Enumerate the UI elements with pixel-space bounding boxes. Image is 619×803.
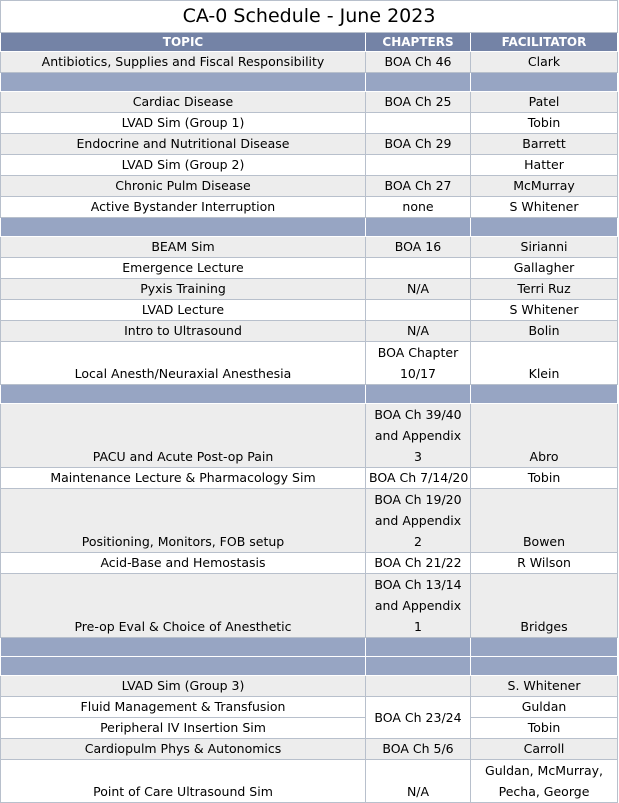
topic-cell: Emergence Lecture: [1, 258, 366, 279]
chapters-cell: BOA Ch 7/14/20: [366, 468, 471, 489]
facilitator-cell: Clark: [471, 52, 618, 73]
table-row: [1, 739, 618, 760]
facilitator-cell: Barrett: [471, 134, 618, 155]
topic-cell: Pre-op Eval & Choice of Anesthetic: [1, 574, 366, 638]
chapters-cell: [366, 155, 471, 176]
table-row: [1, 300, 618, 321]
topic-cell: Pyxis Training: [1, 279, 366, 300]
table-row: [1, 574, 618, 638]
chapters-cell: [366, 300, 471, 321]
topic-cell: Local Anesth/Neuraxial Anesthesia: [1, 342, 366, 385]
chapters-cell: [366, 113, 471, 134]
topic-cell: Fluid Management & Transfusion: [1, 697, 366, 718]
facilitator-cell: Tobin: [471, 718, 618, 739]
topic-cell: Chronic Pulm Disease: [1, 176, 366, 197]
chapters-cell: BOA Ch 23/24: [366, 697, 471, 739]
topic-cell: Peripheral IV Insertion Sim: [1, 718, 366, 739]
table-row: [1, 134, 618, 155]
header-row: [1, 33, 618, 52]
topic-cell: LVAD Lecture: [1, 300, 366, 321]
title-row: [1, 1, 618, 33]
table-row: [1, 92, 618, 113]
facilitator-cell: Bowen: [471, 489, 618, 553]
table-row: [1, 52, 618, 73]
week-separator: [1, 385, 618, 404]
chapters-cell: BOA Ch 46: [366, 52, 471, 73]
table-row: [1, 468, 618, 489]
chapters-cell: BOA Ch 39/40 and Appendix 3: [366, 404, 471, 468]
week-separator: [1, 657, 618, 676]
table-row: [1, 676, 618, 697]
header-topic: TOPIC: [1, 33, 366, 52]
chapters-cell: none: [366, 197, 471, 218]
chapters-cell: BOA Ch 29: [366, 134, 471, 155]
chapters-cell: N/A: [366, 760, 471, 803]
chapters-cell: [366, 676, 471, 697]
table-row: [1, 342, 618, 385]
facilitator-cell: McMurray: [471, 176, 618, 197]
facilitator-cell: Guldan: [471, 697, 618, 718]
table-row: [1, 697, 618, 718]
week-separator: [1, 638, 618, 657]
topic-cell: LVAD Sim (Group 2): [1, 155, 366, 176]
table-row: [1, 718, 618, 739]
table-row: [1, 113, 618, 134]
chapters-cell: BOA Ch 19/20 and Appendix 2: [366, 489, 471, 553]
table-row: [1, 489, 618, 553]
chapters-cell: BOA Ch 13/14 and Appendix 1: [366, 574, 471, 638]
facilitator-cell: Sirianni: [471, 237, 618, 258]
facilitator-cell: Patel: [471, 92, 618, 113]
facilitator-cell: Bridges: [471, 574, 618, 638]
week-separator: [1, 218, 618, 237]
topic-cell: Antibiotics, Supplies and Fiscal Responsibility: [1, 52, 366, 73]
topic-cell: Endocrine and Nutritional Disease: [1, 134, 366, 155]
chapters-cell: BOA Chapter 10/17: [366, 342, 471, 385]
chapters-cell: N/A: [366, 321, 471, 342]
chapters-cell: [366, 258, 471, 279]
facilitator-cell: Terri Ruz: [471, 279, 618, 300]
topic-cell: Active Bystander Interruption: [1, 197, 366, 218]
chapters-cell: BOA Ch 27: [366, 176, 471, 197]
topic-cell: Positioning, Monitors, FOB setup: [1, 489, 366, 553]
facilitator-cell: Tobin: [471, 468, 618, 489]
schedule-title: CA-0 Schedule - June 2023: [1, 1, 618, 33]
week-separator: [1, 73, 618, 92]
facilitator-cell: Hatter: [471, 155, 618, 176]
topic-cell: Cardiac Disease: [1, 92, 366, 113]
topic-cell: Cardiopulm Phys & Autonomics: [1, 739, 366, 760]
chapters-cell: BOA Ch 25: [366, 92, 471, 113]
topic-cell: Acid-Base and Hemostasis: [1, 553, 366, 574]
facilitator-cell: Carroll: [471, 739, 618, 760]
table-row: [1, 258, 618, 279]
facilitator-cell: Gallagher: [471, 258, 618, 279]
facilitator-cell: S Whitener: [471, 300, 618, 321]
header-chapters: CHAPTERS: [366, 33, 471, 52]
header-facilitator: FACILITATOR: [471, 33, 618, 52]
facilitator-cell: Bolin: [471, 321, 618, 342]
table-row: [1, 197, 618, 218]
topic-cell: BEAM Sim: [1, 237, 366, 258]
table-row: [1, 321, 618, 342]
facilitator-cell: R Wilson: [471, 553, 618, 574]
topic-cell: Maintenance Lecture & Pharmacology Sim: [1, 468, 366, 489]
facilitator-cell: S Whitener: [471, 197, 618, 218]
topic-cell: Intro to Ultrasound: [1, 321, 366, 342]
topic-cell: LVAD Sim (Group 1): [1, 113, 366, 134]
chapters-cell: BOA 16: [366, 237, 471, 258]
facilitator-cell: S. Whitener: [471, 676, 618, 697]
facilitator-cell: Abro: [471, 404, 618, 468]
facilitator-cell: Klein: [471, 342, 618, 385]
table-row: [1, 760, 618, 803]
chapters-cell: BOA Ch 21/22: [366, 553, 471, 574]
table-row: [1, 155, 618, 176]
chapters-cell: BOA Ch 5/6: [366, 739, 471, 760]
table-row: [1, 237, 618, 258]
facilitator-cell: Guldan, McMurray, Pecha, George: [471, 760, 618, 803]
topic-cell: Point of Care Ultrasound Sim: [1, 760, 366, 803]
table-row: [1, 176, 618, 197]
table-row: [1, 553, 618, 574]
facilitator-cell: Tobin: [471, 113, 618, 134]
table-row: [1, 404, 618, 468]
topic-cell: LVAD Sim (Group 3): [1, 676, 366, 697]
table-row: [1, 279, 618, 300]
chapters-cell: N/A: [366, 279, 471, 300]
topic-cell: PACU and Acute Post-op Pain: [1, 404, 366, 468]
